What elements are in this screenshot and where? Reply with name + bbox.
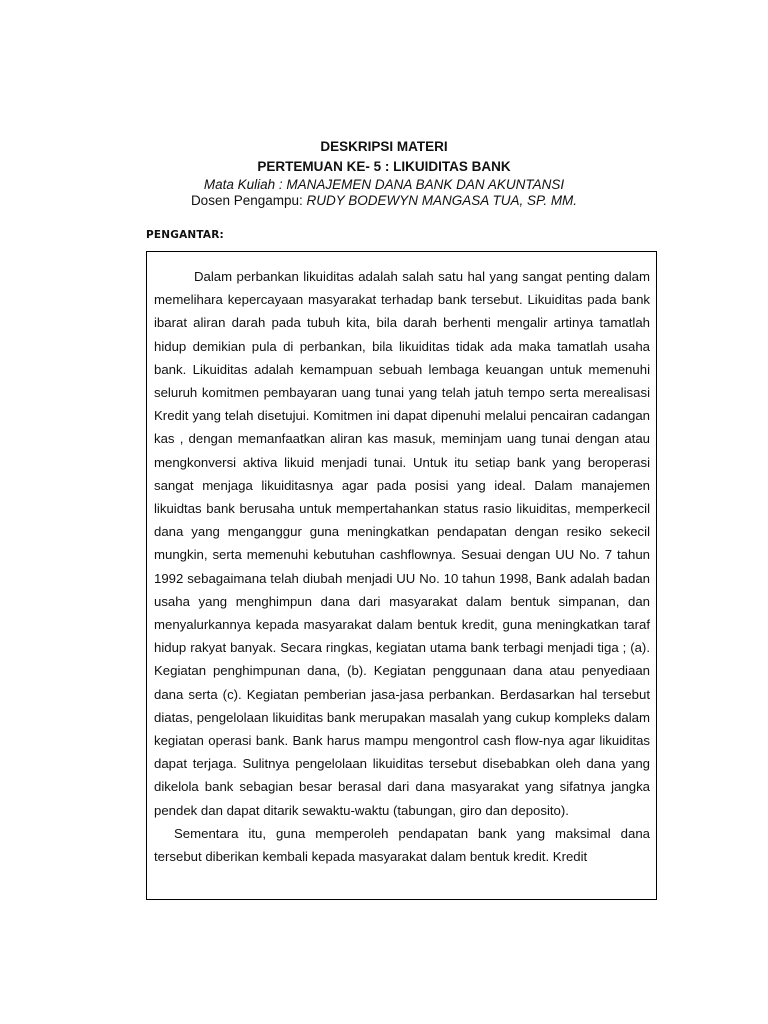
- introduction-text-box: [146, 251, 657, 900]
- body-paragraph: Sementara itu, guna memperoleh pendapatan bank yang maksimal dana tersebut diberikan kembali kepada masyarakat dalam bentuk kredit. Kredit: [154, 825, 650, 865]
- lecturer-line: [0, 193, 768, 209]
- course-line: [0, 177, 768, 193]
- document-header: [0, 137, 768, 209]
- document-title: DESKRIPSI MATERI: [320, 139, 448, 154]
- body-paragraph: Dalam perbankan likuiditas adalah salah satu hal yang sangat penting dalam memelihara kepercayaan masyarakat terhadap bank tersebut. Likuiditas pada bank ibarat aliran darah pada tubuh kita, bila darah berhenti mengalir artinya tamatlah hidup demikian pula di perbankan, bila likuiditas tidak ada maka tamatlah usaha bank. Likuiditas adalah kemampuan sebuah lembaga keuangan untuk memenuhi seluruh komitmen pembayaran uang tunai yang telah jatuh tempo serta merealisasi Kredit yang telah disetujui. Komitmen ini dapat dipenuhi melalui pencairan cadangan kas , dengan memanfaatkan aliran kas masuk, meminjam uang tunai dengan atau mengkonversi aktiva likuid menjadi tunai. Untuk itu setiap bank yang beroperasi sangat menjaga likuiditasnya agar pada posisi yang ideal. Dalam manajemen likuidtas bank berusaha untuk mempertahankan status rasio likuiditas, memperkecil dana yang menganggur guna meningkatkan pendapatan dengan resiko sekecil mungkin, serta memenuhi kebutuhan cashflownya. Sesuai dengan UU No. 7 tahun 1992 sebagaimana telah diubah menjadi UU No. 10 tahun 1998, Bank adalah badan usaha yang menghimpun dana dari masyarakat dalam bentuk simpanan, dan menyalurkannya kepada masyarakat dalam bentuk kredit, guna meningkatkan taraf hidup rakyat banyak. Secara ringkas, kegiatan utama bank terbagi menjadi tiga ; (a). Kegiatan penghimpunan dana, (b). Kegiatan penggunaan dana atau penyediaan dana serta (c). Kegiatan pemberian jasa-jasa perbankan. Berdasarkan hal tersebut diatas, pengelolaan likuiditas bank merupakan masalah yang cukup kompleks dalam kegiatan operasi bank. Bank harus mampu mengontrol cash flow-nya agar likuiditas dapat terjaga. Sulitnya pengelolaan likuiditas tersebut disebabkan oleh dana yang dikelola bank sebagian besar berasal dari dana masyarakat yang sifatnya jangka pendek dan dapat ditarik sewaktu-waktu (tabungan, giro dan deposito).: [154, 269, 650, 818]
- course-label: Mata Kuliah :: [203, 177, 287, 192]
- lecturer-label: Dosen Pengampu:: [190, 193, 307, 208]
- lecturer-value: RUDY BODEWYN MANGASA TUA, SP. MM.: [306, 193, 578, 208]
- course-value: MANAJEMEN DANA BANK DAN AKUNTANSI: [286, 177, 565, 192]
- meeting-subtitle: PERTEMUAN KE- 5 : LIKUIDITAS BANK: [257, 159, 511, 174]
- section-label: PENGANTAR:: [146, 229, 224, 241]
